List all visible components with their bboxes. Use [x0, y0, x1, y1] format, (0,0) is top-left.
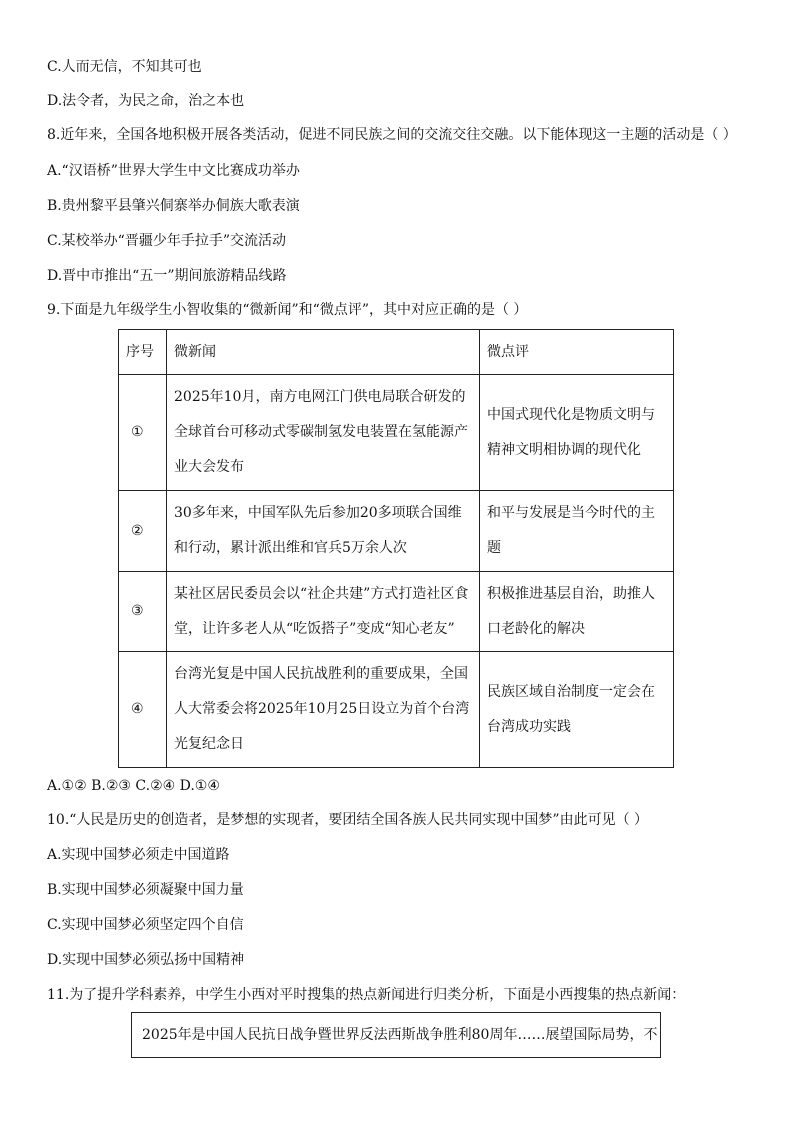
q7-option-d: D.法令者，为民之命，治之本也: [47, 93, 245, 109]
q9-table: [118, 329, 674, 768]
row-news: 2025年10月，南方电网江门供电局联合研发的全球首台可移动式零碳制氢发电装置在氢能源产业大会发布: [167, 375, 480, 491]
q8-option-b: B.贵州黎平县肇兴侗寨举办侗族大歌表演: [47, 198, 300, 214]
q11-news-box: 2025年是中国人民抗日战争暨世界反法西斯战争胜利80周年……展望国际局势，不: [131, 1012, 661, 1058]
q10-option-b: B.实现中国梦必须凝聚中国力量: [47, 882, 244, 898]
row-number: ③: [119, 572, 167, 652]
header-number: 序号: [119, 330, 167, 375]
q10-option-a: A.实现中国梦必须走中国道路: [47, 847, 230, 863]
table-row: [119, 491, 674, 572]
row-news: 30多年来，中国军队先后参加20多项联合国维和行动，累计派出维和官兵5万余人次: [167, 491, 480, 572]
table-row: [119, 572, 674, 652]
row-number: ①: [119, 375, 167, 491]
q10-option-d: D.实现中国梦必须弘扬中国精神: [47, 952, 245, 968]
table-header-row: [119, 330, 674, 375]
row-comment: 中国式现代化是物质文明与精神文明相协调的现代化: [480, 375, 674, 491]
q8-option-d: D.晋中市推出“五一”期间旅游精品线路: [47, 268, 287, 284]
q11-stem: 11.为了提升学科素养，中学生小西对平时搜集的热点新闻进行归类分析，下面是小西搜集的热点新闻：: [47, 987, 686, 1003]
q9-stem: 9.下面是九年级学生小智收集的“微新闻”和“微点评”，其中对应正确的是（ ）: [47, 302, 528, 318]
q10-option-c: C.实现中国梦必须坚定四个自信: [47, 917, 244, 933]
q9-answer-options: A.①② B.②③ C.②④ D.①④: [47, 778, 220, 794]
row-comment: 民族区域自治制度一定会在台湾成功实践: [480, 652, 674, 768]
row-number: ④: [119, 652, 167, 768]
q8-stem: 8.近年来，全国各地积极开展各类活动，促进不同民族之间的交流交往交融。以下能体现这一主题的活动是（ ）: [47, 127, 737, 143]
header-news: 微新闻: [167, 330, 480, 375]
row-number: ②: [119, 491, 167, 572]
row-comment: 积极推进基层自治，助推人口老龄化的解决: [480, 572, 674, 652]
q7-option-c: C.人而无信，不知其可也: [47, 59, 202, 75]
q10-stem: 10.“人民是历史的创造者，是梦想的实现者，要团结全国各族人民共同实现中国梦”由此可见（ ）: [47, 812, 649, 828]
row-news: 台湾光复是中国人民抗战胜利的重要成果，全国人大常委会将2025年10月25日设立为首个台湾光复纪念日: [167, 652, 480, 768]
q8-option-c: C.某校举办“晋疆少年手拉手”交流活动: [47, 233, 286, 249]
table-row: [119, 652, 674, 768]
header-comment: 微点评: [480, 330, 674, 375]
table-row: [119, 375, 674, 491]
q8-option-a: A.“汉语桥”世界大学生中文比赛成功举办: [47, 163, 300, 179]
row-comment: 和平与发展是当今时代的主题: [480, 491, 674, 572]
row-news: 某社区居民委员会以“社企共建”方式打造社区食堂，让许多老人从“吃饭搭子”变成“知心老友”: [167, 572, 480, 652]
